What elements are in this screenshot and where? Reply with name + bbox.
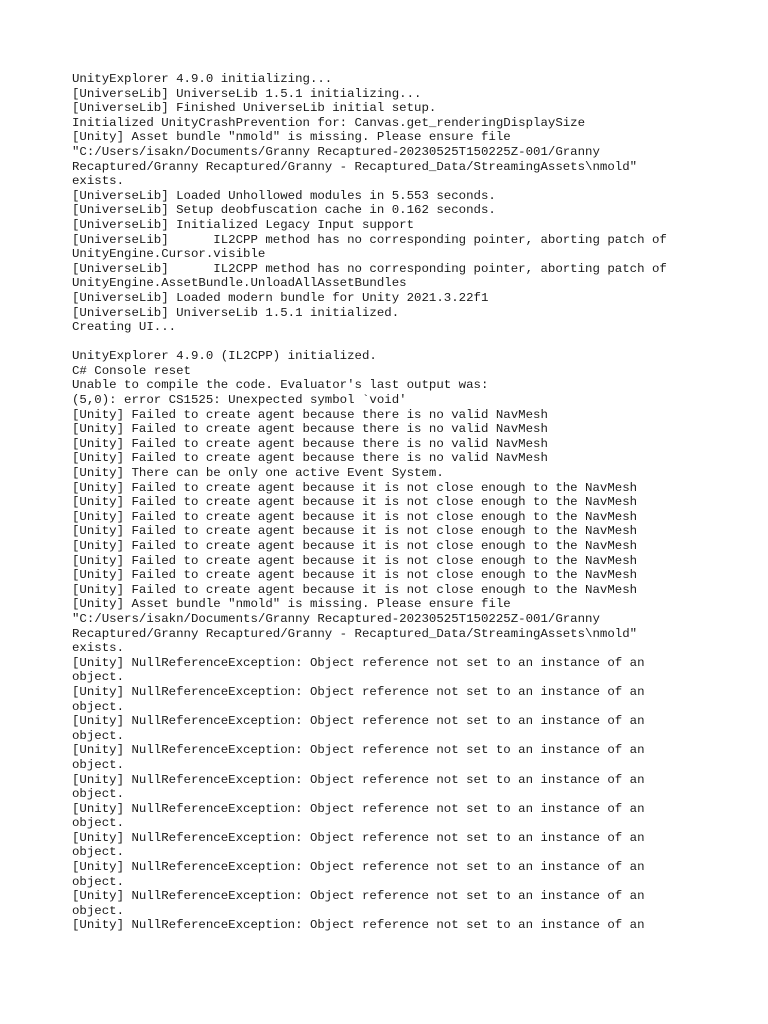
log-line: [Unity] There can be only one active Event System. — [72, 466, 444, 481]
log-line: [Unity] NullReferenceException: Object reference not set to an instance of an — [72, 860, 645, 875]
log-line: [Unity] Asset bundle "nmold" is missing. Please ensure file — [72, 597, 511, 612]
log-line: UnityEngine.Cursor.visible — [72, 247, 266, 262]
log-line: object. — [72, 728, 125, 743]
log-line: [Unity] NullReferenceException: Object reference not set to an instance of an — [72, 889, 645, 904]
log-line: object. — [72, 874, 125, 889]
log-line: [UniverseLib] Setup deobfuscation cache in 0.162 seconds. — [72, 203, 496, 218]
log-line: object. — [72, 845, 125, 860]
log-line: [UniverseLib] Loaded Unhollowed modules in 5.553 seconds. — [72, 188, 496, 203]
log-line: [UniverseLib] IL2CPP method has no corresponding pointer, aborting patch of — [72, 261, 667, 276]
log-line: [UniverseLib] UniverseLib 1.5.1 initializing... — [72, 86, 422, 101]
log-line: C# Console reset — [72, 363, 191, 378]
log-line: [Unity] Failed to create agent because there is no valid NavMesh — [72, 451, 548, 466]
log-line: exists. — [72, 174, 125, 189]
log-line: [Unity] Failed to create agent because there is no valid NavMesh — [72, 436, 548, 451]
log-line: object. — [72, 787, 125, 802]
log-line: [Unity] Failed to create agent because it is not close enough to the NavMesh — [72, 480, 638, 495]
log-line: [Unity] Asset bundle "nmold" is missing. Please ensure file — [72, 130, 511, 145]
log-line: Unable to compile the code. Evaluator's last output was: — [72, 378, 489, 393]
log-line: [Unity] Failed to create agent because there is no valid NavMesh — [72, 422, 548, 437]
log-line: object. — [72, 699, 125, 714]
log-line: [Unity] NullReferenceException: Object reference not set to an instance of an — [72, 772, 645, 787]
log-line: Initialized UnityCrashPrevention for: Canvas.get_renderingDisplaySize — [72, 115, 586, 130]
log-line: (5,0): error CS1525: Unexpected symbol `void' — [72, 393, 407, 408]
log-line: object. — [72, 903, 125, 918]
log-line: [UniverseLib] Finished UniverseLib initial setup. — [72, 101, 437, 116]
log-line: [UniverseLib] UniverseLib 1.5.1 initialized. — [72, 305, 400, 320]
log-line: [Unity] Failed to create agent because it is not close enough to the NavMesh — [72, 582, 638, 597]
log-line: [Unity] Failed to create agent because it is not close enough to the NavMesh — [72, 568, 638, 583]
log-line: [Unity] Failed to create agent because it is not close enough to the NavMesh — [72, 524, 638, 539]
log-line: [Unity] Failed to create agent because there is no valid NavMesh — [72, 407, 548, 422]
log-line: [Unity] NullReferenceException: Object reference not set to an instance of an — [72, 830, 645, 845]
log-line: exists. — [72, 641, 125, 656]
log-line: UnityExplorer 4.9.0 (IL2CPP) initialized. — [72, 349, 377, 364]
console-log-text — [72, 72, 667, 933]
log-line: [UniverseLib] Loaded modern bundle for Unity 2021.3.22f1 — [72, 290, 489, 305]
log-line: object. — [72, 816, 125, 831]
log-line: object. — [72, 757, 125, 772]
log-line: [Unity] Failed to create agent because it is not close enough to the NavMesh — [72, 553, 638, 568]
log-line: [Unity] Failed to create agent because it is not close enough to the NavMesh — [72, 509, 638, 524]
log-line: "C:/Users/isakn/Documents/Granny Recaptured-20230525T150225Z-001/Granny — [72, 144, 600, 159]
log-line: [Unity] NullReferenceException: Object reference not set to an instance of an — [72, 684, 645, 699]
log-line: [Unity] NullReferenceException: Object reference not set to an instance of an — [72, 801, 645, 816]
log-line: [Unity] NullReferenceException: Object reference not set to an instance of an — [72, 743, 645, 758]
log-line: Creating UI... — [72, 320, 177, 335]
log-line: Recaptured/Granny Recaptured/Granny - Recaptured_Data/StreamingAssets\nmold" — [72, 159, 638, 174]
log-line: [UniverseLib] IL2CPP method has no corresponding pointer, aborting patch of — [72, 232, 667, 247]
log-line: [Unity] Failed to create agent because it is not close enough to the NavMesh — [72, 539, 638, 553]
log-line: [Unity] Failed to create agent because it is not close enough to the NavMesh — [72, 495, 638, 510]
log-line: [Unity] NullReferenceException: Object reference not set to an instance of an — [72, 918, 645, 933]
log-line: UnityExplorer 4.9.0 initializing... — [72, 72, 333, 86]
log-line: "C:/Users/isakn/Documents/Granny Recaptured-20230525T150225Z-001/Granny — [72, 611, 600, 626]
log-line: [UniverseLib] Initialized Legacy Input support — [72, 217, 415, 232]
log-line: object. — [72, 670, 125, 685]
log-line — [72, 335, 667, 350]
log-line: [Unity] NullReferenceException: Object reference not set to an instance of an — [72, 714, 645, 729]
log-line: [Unity] NullReferenceException: Object reference not set to an instance of an — [72, 655, 645, 670]
log-line: UnityEngine.AssetBundle.UnloadAllAssetBundles — [72, 276, 407, 291]
log-line: Recaptured/Granny Recaptured/Granny - Recaptured_Data/StreamingAssets\nmold" — [72, 626, 638, 641]
